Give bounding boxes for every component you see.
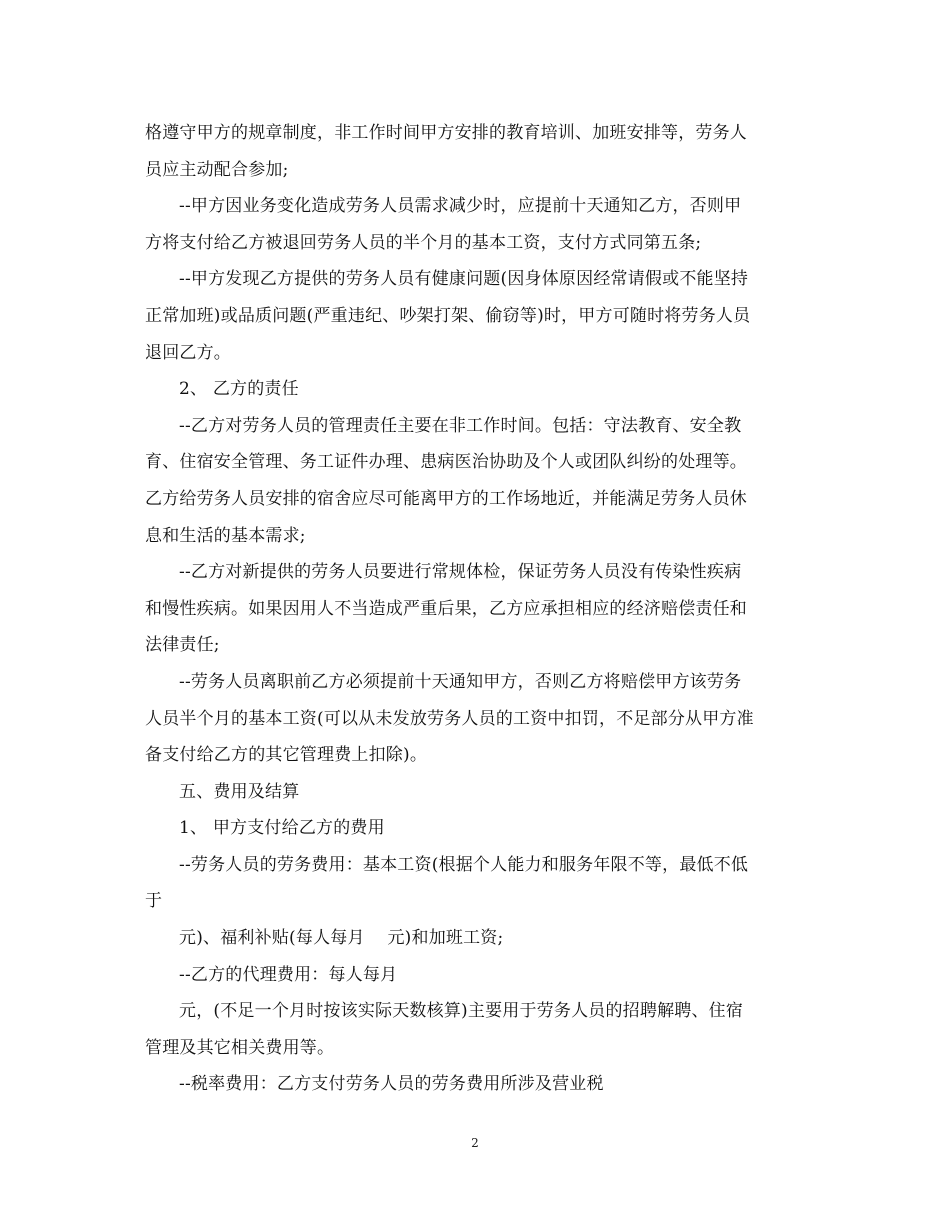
text-line: 退回乙方。 xyxy=(145,342,231,363)
text-line: 备支付给乙方的其它管理费上扣除)。 xyxy=(145,745,428,766)
text-line: --甲方发现乙方提供的劳务人员有健康问题(因身体原因经常请假或不能坚持 xyxy=(179,269,749,290)
text-line: --乙方对劳务人员的管理责任主要在非工作时间。包括：守法教育、安全教 xyxy=(179,415,742,436)
text-line: 正常加班)或品质问题(严重违纪、吵架打架、偷窃等)时，甲方可随时将劳务人员 xyxy=(145,305,751,326)
text-line: --劳务人员的劳务费用：基本工资(根据个人能力和服务年限不等，最低不低 xyxy=(179,854,749,875)
document-body xyxy=(145,115,815,1103)
text-line: 人员半个月的基本工资(可以从未发放劳务人员的工资中扣罚，不足部分从甲方准 xyxy=(145,708,754,729)
text-line: --乙方对新提供的劳务人员要进行常规体检，保证劳务人员没有传染性疾病 xyxy=(179,562,742,583)
text-line: 格遵守甲方的规章制度，非工作时间甲方安排的教育培训、加班安排等，劳务人 xyxy=(145,123,747,143)
text-line: 法律责任; xyxy=(145,635,220,656)
text-line: --甲方因业务变化造成劳务人员需求减少时，应提前十天通知乙方，否则甲 xyxy=(179,196,742,217)
text-line: 于 xyxy=(145,891,163,912)
text-line: --税率费用：乙方支付劳务人员的劳务费用所涉及营业税 xyxy=(179,1074,604,1095)
text-line: 1、 甲方支付给乙方的费用 xyxy=(179,818,385,839)
text-line: 方将支付给乙方被退回劳务人员的半个月的基本工资，支付方式同第五条; xyxy=(145,232,702,253)
text-line: 育、住宿安全管理、务工证件办理、患病医治协助及个人或团队纠纷的处理等。 xyxy=(145,452,747,473)
text-line: 元，(不足一个月时按该实际天数核算)主要用于劳务人员的招聘解聘、住宿 xyxy=(179,1001,744,1022)
text-line: 管理及其它相关费用等。 xyxy=(145,1037,335,1058)
page-number: 2 xyxy=(471,1136,479,1150)
text-line: --乙方的代理费用：每人每月 xyxy=(179,964,398,985)
text-line: 员应主动配合参加; xyxy=(145,159,289,180)
text-line: 五、费用及结算 xyxy=(179,781,300,802)
text-line: 和慢性疾病。如果因用人不当造成严重后果，乙方应承担相应的经济赔偿责任和 xyxy=(145,598,747,619)
text-line: 元)、福利补贴(每人每月 元)和加班工资; xyxy=(179,928,504,949)
text-line: 息和生活的基本需求; xyxy=(145,525,306,546)
text-line: 2、 乙方的责任 xyxy=(179,379,299,400)
text-line: --劳务人员离职前乙方必须提前十天通知甲方，否则乙方将赔偿甲方该劳务 xyxy=(179,671,742,692)
text-line: 乙方给劳务人员安排的宿舍应尽可能离甲方的工作场地近，并能满足劳务人员休 xyxy=(145,488,747,509)
